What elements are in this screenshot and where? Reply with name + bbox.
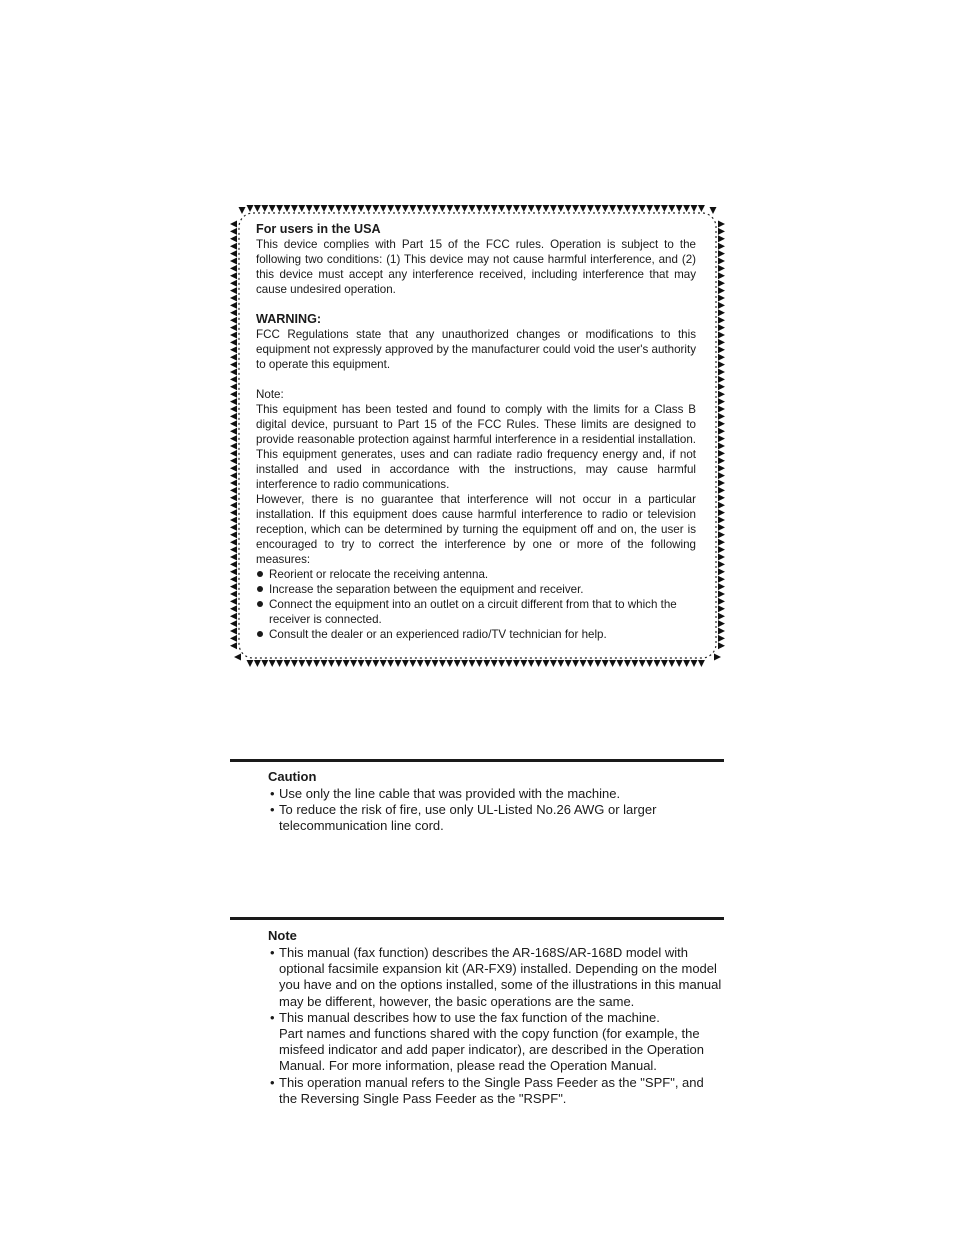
list-item: • Use only the line cable that was provided with the machine. xyxy=(268,786,724,802)
border-arrow-mark xyxy=(698,660,705,667)
border-arrow-mark xyxy=(350,205,357,212)
border-arrow-mark xyxy=(557,660,564,667)
note-text: This equipment has been tested and found to comply with the limits for a Class B digital device, pursuant to Part 15 of the FCC Rules. These limits are designed to provide reasonable protection against harmful interference in a residential installation. This equipment generates, uses and can radiate radio frequency energy and, if not installed and used in accordance with the instructions, may cause harmful interference to radio communications. xyxy=(256,403,696,491)
border-arrow-mark xyxy=(668,205,675,212)
border-arrow-mark xyxy=(550,660,557,667)
caution-divider xyxy=(230,759,724,762)
border-arrow-mark xyxy=(230,280,237,287)
border-arrow-mark xyxy=(321,660,328,667)
warning-heading: WARNING: xyxy=(256,312,322,326)
border-arrow-mark xyxy=(439,660,446,667)
border-arrow-mark xyxy=(230,317,237,324)
border-arrow-mark xyxy=(718,280,725,287)
border-arrow-mark xyxy=(380,205,387,212)
border-arrow-mark xyxy=(718,302,725,309)
border-arrow-mark xyxy=(230,235,237,242)
border-arrow-mark xyxy=(454,660,461,667)
list-item: • This manual (fax function) describes the AR-168S/AR-168D model with optional facsimile expansion kit (AR-FX9) installed. Depending on the model you have and on the options installed, some of the illustrations in this manual may be different, however, the basic operations are the same. xyxy=(268,945,724,1010)
border-arrow-mark xyxy=(718,443,725,450)
border-arrow-mark xyxy=(230,628,237,635)
border-arrow-mark xyxy=(718,332,725,339)
list-item: Connect the equipment into an outlet on a circuit different from that to which the receiver is connected. xyxy=(256,597,696,627)
border-arrow-mark xyxy=(646,660,653,667)
border-arrow-mark xyxy=(409,660,416,667)
border-arrow-mark xyxy=(230,309,237,316)
border-arrow-mark xyxy=(498,660,505,667)
border-arrow-mark xyxy=(230,561,237,568)
border-arrow-mark xyxy=(230,539,237,546)
border-arrow-mark xyxy=(718,265,725,272)
measures-list xyxy=(256,567,696,642)
border-arrow-mark xyxy=(230,472,237,479)
border-arrow-mark xyxy=(350,660,357,667)
list-item: • To reduce the risk of fire, use only UL-Listed No.26 AWG or larger telecommunication line cord. xyxy=(268,802,724,834)
border-arrow-mark xyxy=(230,302,237,309)
border-arrow-mark xyxy=(718,221,725,228)
list-item: Consult the dealer or an experienced radio/TV technician for help. xyxy=(256,627,696,642)
border-arrow-mark xyxy=(469,205,476,212)
border-arrow-mark xyxy=(230,531,237,538)
border-arrow-mark xyxy=(491,205,498,212)
border-arrow-mark xyxy=(718,457,725,464)
border-arrow-mark xyxy=(417,205,424,212)
border-arrow-mark xyxy=(718,487,725,494)
fcc-heading: For users in the USA xyxy=(256,222,381,236)
border-arrow-mark xyxy=(476,660,483,667)
border-arrow-mark xyxy=(718,561,725,568)
border-arrow-mark xyxy=(661,660,668,667)
note-item-line: Part names and functions shared with the copy function (for example, the misfeed indicator and add paper indicator), are described in the Operation Manual. For more information, please read the Operation Manual. xyxy=(279,1026,704,1074)
border-arrow-mark xyxy=(587,205,594,212)
border-arrow-mark xyxy=(230,487,237,494)
border-arrow-mark xyxy=(402,205,409,212)
fcc-intro: This device complies with Part 15 of the FCC rules. Operation is subject to the following two conditions: (1) This device may not cause harmful interference, and (2) this device must accept any interference received, including interference that may cause undesired operation. xyxy=(256,238,696,296)
border-arrow-mark xyxy=(718,546,725,553)
border-arrow-mark xyxy=(230,517,237,524)
border-arrow-mark xyxy=(230,346,237,353)
border-arrow-mark xyxy=(372,205,379,212)
border-arrow-mark xyxy=(230,361,237,368)
border-arrow-mark xyxy=(230,287,237,294)
border-arrow-mark xyxy=(543,660,550,667)
border-arrow-mark xyxy=(230,443,237,450)
border-arrow-mark xyxy=(718,406,725,413)
border-arrow-mark xyxy=(528,205,535,212)
border-arrow-mark xyxy=(276,205,283,212)
border-arrow-mark xyxy=(624,205,631,212)
border-arrow-mark xyxy=(439,205,446,212)
border-arrow-mark xyxy=(230,376,237,383)
border-arrow-mark xyxy=(718,628,725,635)
border-arrow-mark xyxy=(343,660,350,667)
border-arrow-mark xyxy=(718,235,725,242)
border-arrow-mark xyxy=(230,228,237,235)
border-arrow-mark xyxy=(617,205,624,212)
border-arrow-mark xyxy=(639,660,646,667)
border-arrow-mark xyxy=(483,660,490,667)
border-arrow-mark xyxy=(691,205,698,212)
however-text: However, there is no guarantee that interference will not occur in a particular installation. If this equipment does cause harmful interference to radio or television reception, which can be determined by turning the equipment off and on, the user is encouraged to try to correct the interference by one or more of the following measures: xyxy=(256,493,696,566)
border-arrow-mark xyxy=(417,660,424,667)
border-arrow-mark xyxy=(654,205,661,212)
border-arrow-mark xyxy=(230,324,237,331)
border-arrow-mark xyxy=(654,660,661,667)
border-arrow-mark xyxy=(358,205,365,212)
border-arrow-mark xyxy=(230,354,237,361)
border-arrow-mark xyxy=(402,660,409,667)
border-arrow-mark xyxy=(230,509,237,516)
border-arrow-mark xyxy=(513,660,520,667)
border-arrow-mark xyxy=(506,660,513,667)
border-arrow-mark xyxy=(424,205,431,212)
border-arrow-mark xyxy=(565,205,572,212)
border-arrow-mark xyxy=(718,472,725,479)
border-arrow-mark xyxy=(676,660,683,667)
caution-list xyxy=(268,786,724,835)
border-arrow-mark xyxy=(718,502,725,509)
border-arrow-mark xyxy=(718,391,725,398)
border-arrow-mark xyxy=(313,205,320,212)
border-arrow-mark xyxy=(718,376,725,383)
border-arrow-mark xyxy=(432,205,439,212)
list-item: Reorient or relocate the receiving antenna. xyxy=(256,567,696,582)
border-arrow-mark xyxy=(239,207,246,214)
border-arrow-mark xyxy=(718,620,725,627)
border-arrow-mark xyxy=(230,435,237,442)
border-arrow-mark xyxy=(572,205,579,212)
note-divider xyxy=(230,917,724,920)
border-arrow-mark xyxy=(291,205,298,212)
border-arrow-mark xyxy=(335,660,342,667)
border-arrow-mark xyxy=(230,383,237,390)
border-arrow-mark xyxy=(254,660,261,667)
border-arrow-mark xyxy=(718,450,725,457)
border-arrow-mark xyxy=(461,205,468,212)
border-arrow-mark xyxy=(269,205,276,212)
border-arrow-mark xyxy=(395,660,402,667)
border-arrow-mark xyxy=(718,517,725,524)
list-item: Increase the separation between the equipment and receiver. xyxy=(256,582,696,597)
border-arrow-mark xyxy=(230,221,237,228)
border-arrow-mark xyxy=(718,583,725,590)
border-arrow-mark xyxy=(513,205,520,212)
border-arrow-mark xyxy=(528,660,535,667)
border-arrow-mark xyxy=(718,509,725,516)
border-arrow-mark xyxy=(498,205,505,212)
border-arrow-mark xyxy=(335,205,342,212)
border-arrow-mark xyxy=(718,309,725,316)
border-arrow-mark xyxy=(230,265,237,272)
border-arrow-mark xyxy=(230,250,237,257)
border-arrow-mark xyxy=(718,428,725,435)
border-arrow-mark xyxy=(306,660,313,667)
border-arrow-mark xyxy=(594,660,601,667)
border-arrow-mark xyxy=(230,391,237,398)
border-arrow-mark xyxy=(387,205,394,212)
border-arrow-mark xyxy=(424,660,431,667)
border-arrow-mark xyxy=(321,205,328,212)
border-arrow-mark xyxy=(718,369,725,376)
border-arrow-mark xyxy=(234,654,241,661)
border-arrow-mark xyxy=(230,295,237,302)
border-arrow-mark xyxy=(718,420,725,427)
border-arrow-mark xyxy=(230,605,237,612)
border-arrow-mark xyxy=(609,660,616,667)
border-arrow-mark xyxy=(230,480,237,487)
border-arrow-mark xyxy=(230,620,237,627)
note-label: Note: xyxy=(256,388,284,401)
border-arrow-mark xyxy=(718,258,725,265)
border-arrow-mark xyxy=(230,406,237,413)
border-arrow-mark xyxy=(520,660,527,667)
border-arrow-mark xyxy=(230,428,237,435)
border-arrow-mark xyxy=(602,205,609,212)
border-arrow-mark xyxy=(646,205,653,212)
border-arrow-mark xyxy=(230,258,237,265)
note-list xyxy=(268,945,724,1107)
border-arrow-mark xyxy=(718,539,725,546)
border-arrow-mark xyxy=(718,554,725,561)
border-arrow-mark xyxy=(261,205,268,212)
border-arrow-mark xyxy=(631,205,638,212)
border-arrow-mark xyxy=(718,339,725,346)
border-arrow-mark xyxy=(380,660,387,667)
border-arrow-mark xyxy=(476,205,483,212)
border-arrow-mark xyxy=(343,205,350,212)
border-arrow-mark xyxy=(714,654,721,661)
border-arrow-mark xyxy=(483,205,490,212)
border-arrow-mark xyxy=(718,598,725,605)
border-arrow-mark xyxy=(254,205,261,212)
border-arrow-mark xyxy=(469,660,476,667)
border-arrow-mark xyxy=(230,494,237,501)
border-arrow-mark xyxy=(313,660,320,667)
border-arrow-mark xyxy=(230,420,237,427)
border-arrow-mark xyxy=(718,613,725,620)
border-arrow-mark xyxy=(718,435,725,442)
border-arrow-mark xyxy=(230,398,237,405)
border-arrow-mark xyxy=(691,660,698,667)
border-arrow-mark xyxy=(446,205,453,212)
border-arrow-mark xyxy=(718,295,725,302)
border-arrow-mark xyxy=(230,332,237,339)
list-item: • This operation manual refers to the Single Pass Feeder as the "SPF", and the Reversing Single Pass Feeder as the "RSPF". xyxy=(268,1075,724,1107)
border-arrow-mark xyxy=(230,546,237,553)
border-arrow-mark xyxy=(718,576,725,583)
border-arrow-mark xyxy=(718,324,725,331)
border-arrow-mark xyxy=(328,205,335,212)
border-arrow-mark xyxy=(491,660,498,667)
border-arrow-mark xyxy=(718,524,725,531)
border-arrow-mark xyxy=(230,591,237,598)
border-arrow-mark xyxy=(639,205,646,212)
border-arrow-mark xyxy=(683,205,690,212)
note-section xyxy=(268,928,724,1107)
border-arrow-mark xyxy=(718,480,725,487)
border-arrow-mark xyxy=(230,576,237,583)
border-arrow-mark xyxy=(609,205,616,212)
border-arrow-mark xyxy=(230,457,237,464)
border-arrow-mark xyxy=(247,205,254,212)
border-arrow-mark xyxy=(454,205,461,212)
border-arrow-mark xyxy=(506,205,513,212)
caution-heading: Caution xyxy=(268,769,317,784)
note-heading: Note xyxy=(268,928,297,943)
border-arrow-mark xyxy=(230,583,237,590)
border-arrow-mark xyxy=(230,598,237,605)
border-arrow-mark xyxy=(328,660,335,667)
border-arrow-mark xyxy=(624,660,631,667)
border-arrow-mark xyxy=(602,660,609,667)
border-arrow-mark xyxy=(668,660,675,667)
border-arrow-mark xyxy=(683,660,690,667)
border-arrow-mark xyxy=(432,660,439,667)
border-arrow-mark xyxy=(718,250,725,257)
border-arrow-mark xyxy=(710,207,717,214)
list-item xyxy=(268,1010,724,1075)
border-arrow-mark xyxy=(409,205,416,212)
border-arrow-mark xyxy=(580,205,587,212)
border-arrow-mark xyxy=(617,660,624,667)
border-arrow-mark xyxy=(676,205,683,212)
border-arrow-mark xyxy=(718,568,725,575)
border-arrow-mark xyxy=(718,494,725,501)
border-arrow-mark xyxy=(291,660,298,667)
border-arrow-mark xyxy=(276,660,283,667)
border-arrow-mark xyxy=(461,660,468,667)
border-arrow-mark xyxy=(718,243,725,250)
border-arrow-mark xyxy=(718,591,725,598)
border-arrow-mark xyxy=(284,660,291,667)
border-arrow-mark xyxy=(718,354,725,361)
border-arrow-mark xyxy=(284,205,291,212)
border-arrow-mark xyxy=(718,361,725,368)
border-arrow-mark xyxy=(718,272,725,279)
border-arrow-mark xyxy=(365,205,372,212)
border-arrow-mark xyxy=(230,613,237,620)
border-arrow-mark xyxy=(365,660,372,667)
border-arrow-mark xyxy=(230,243,237,250)
border-arrow-mark xyxy=(718,398,725,405)
border-arrow-mark xyxy=(247,660,254,667)
border-arrow-mark xyxy=(535,660,542,667)
border-arrow-mark xyxy=(550,205,557,212)
note-item-line: • This manual describes how to use the fax function of the machine. xyxy=(279,1009,660,1025)
border-arrow-mark xyxy=(395,205,402,212)
border-arrow-mark xyxy=(306,205,313,212)
border-arrow-mark xyxy=(230,413,237,420)
border-arrow-mark xyxy=(718,346,725,353)
border-arrow-mark xyxy=(718,605,725,612)
border-arrow-mark xyxy=(230,339,237,346)
border-arrow-mark xyxy=(372,660,379,667)
border-arrow-mark xyxy=(718,228,725,235)
border-arrow-mark xyxy=(718,317,725,324)
border-arrow-mark xyxy=(718,531,725,538)
border-arrow-mark xyxy=(230,642,237,649)
border-arrow-mark xyxy=(446,660,453,667)
border-arrow-mark xyxy=(543,205,550,212)
border-arrow-mark xyxy=(661,205,668,212)
border-arrow-mark xyxy=(580,660,587,667)
border-arrow-mark xyxy=(230,524,237,531)
border-arrow-mark xyxy=(298,660,305,667)
warning-text: FCC Regulations state that any unauthorized changes or modifications to this equipment not expressly approved by the manufacturer could void the user's authority to operate this equipment. xyxy=(256,328,696,371)
border-arrow-mark xyxy=(718,287,725,294)
border-arrow-mark xyxy=(230,635,237,642)
border-arrow-mark xyxy=(269,660,276,667)
border-arrow-mark xyxy=(718,413,725,420)
border-arrow-mark xyxy=(698,205,705,212)
border-arrow-mark xyxy=(230,502,237,509)
border-arrow-mark xyxy=(230,554,237,561)
border-arrow-mark xyxy=(718,383,725,390)
border-arrow-mark xyxy=(631,660,638,667)
border-arrow-mark xyxy=(535,205,542,212)
border-arrow-mark xyxy=(387,660,394,667)
border-arrow-mark xyxy=(230,450,237,457)
border-arrow-mark xyxy=(718,642,725,649)
border-arrow-mark xyxy=(230,568,237,575)
border-arrow-mark xyxy=(572,660,579,667)
border-arrow-mark xyxy=(230,465,237,472)
border-arrow-mark xyxy=(594,205,601,212)
fcc-notice xyxy=(256,222,696,642)
border-arrow-mark xyxy=(230,272,237,279)
border-arrow-mark xyxy=(718,635,725,642)
border-arrow-mark xyxy=(565,660,572,667)
border-arrow-mark xyxy=(520,205,527,212)
border-arrow-mark xyxy=(587,660,594,667)
border-arrow-mark xyxy=(718,465,725,472)
border-arrow-mark xyxy=(261,660,268,667)
border-arrow-mark xyxy=(298,205,305,212)
caution-section xyxy=(268,769,724,835)
border-arrow-mark xyxy=(358,660,365,667)
border-arrow-mark xyxy=(557,205,564,212)
border-arrow-mark xyxy=(230,369,237,376)
